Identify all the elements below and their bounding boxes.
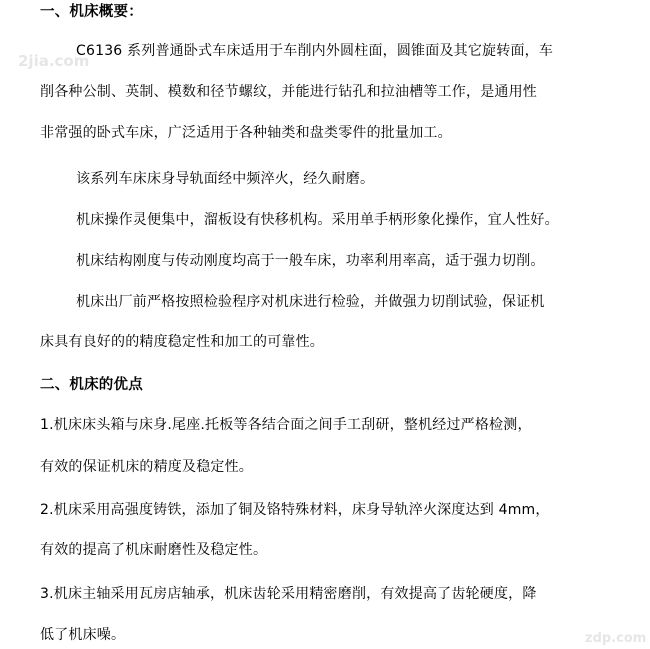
paragraph-line: 机床出厂前严格按照检验程序对机床进行检验，并做强力切削试验，保证机 [76,294,545,310]
paragraph-line: 机床操作灵便集中，溜板设有快移机构。采用单手柄形象化操作，宜人性好。 [76,212,559,228]
list-item-line: 低了机床噪。 [40,627,126,643]
list-item-line: 2.机床采用高强度铸铁，添加了铜及铬特殊材料，床身导轨淬火深度达到 4mm， [40,502,550,518]
paragraph-line: 非常强的卧式车床，广泛适用于各种轴类和盘类零件的批量加工。 [40,125,452,141]
list-item-line: 3.机床主轴采用瓦房店轴承，机床齿轮采用精密磨削，有效提高了齿轮硬度，降 [40,586,537,602]
list-item-line: 1.机床床头箱与床身.尾座.托板等各结合面之间手工刮研，整机经过严格检测， [40,417,532,433]
paragraph-line: 机床结构刚度与传动刚度均高于一般车床，功率利用率高，适于强力切削。 [76,253,545,269]
list-item-line: 有效的提高了机床耐磨性及稳定性。 [40,542,268,558]
watermark: zdp.com [585,631,647,646]
paragraph-line: C6136 系列普通卧式车床适用于车削内外圆柱面，圆锥面及其它旋转面，车 [76,43,554,59]
section-heading-overview: 一、机床概要： [40,4,143,20]
watermark: 2jia.com [18,52,90,70]
list-item-line: 有效的保证机床的精度及稳定性。 [40,459,253,475]
paragraph-line: 削各种公制、英制、模数和径节螺纹，并能进行钻孔和拉油槽等工作，是通用性 [40,84,537,100]
paragraph-line: 床具有良好的的精度稳定性和加工的可靠性。 [40,334,324,350]
section-heading-advantages: 二、机床的优点 [40,377,143,393]
paragraph-line: 该系列车床床身导轨面经中频淬火，经久耐磨。 [76,171,375,187]
